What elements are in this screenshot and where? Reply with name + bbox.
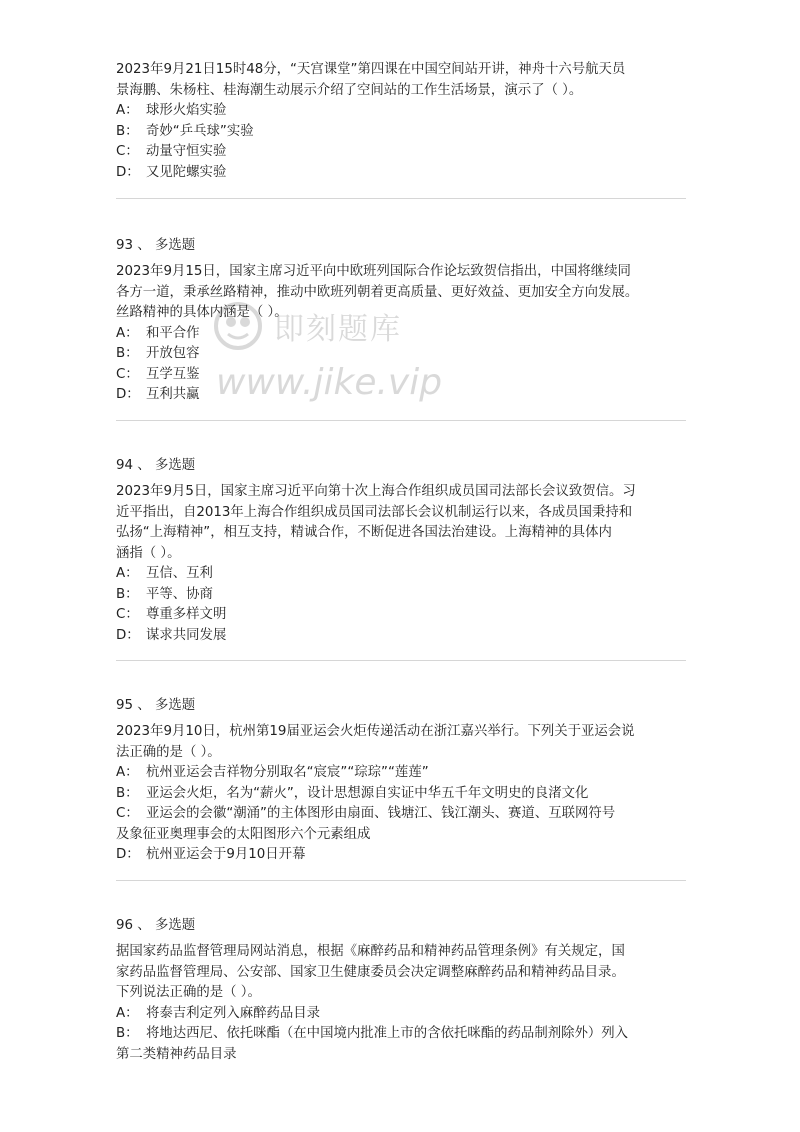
q93-stem-line-3: 丝路精神的具体内涵是（ ）。: [116, 305, 288, 320]
question-92: [116, 60, 686, 183]
question-95: [116, 696, 686, 866]
q96-option-a: A： 将泰吉利定列入麻醉药品目录: [116, 1005, 321, 1021]
q93-option-b: B： 开放包容: [116, 346, 200, 361]
q94-stem-line-1: 2023年9月5日，国家主席习近平向第十次上海合作组织成员国司法部长会议致贺信。习: [116, 484, 636, 499]
q95-option-b: B： 亚运会火炬，名为“薪火”，设计思想源自实证中华五千年文明史的良渚文化: [116, 785, 589, 801]
q94-option-c: C： 尊重多样文明: [116, 607, 227, 622]
q96-stem-line-2: 家药品监督管理局、公安部、国家卫生健康委员会决定调整麻醉药品和精神药品目录。: [116, 964, 625, 980]
q96-option-b-continued: 第二类精神药品目录: [116, 1046, 237, 1062]
q95-stem-line-2: 法正确的是（ ）。: [116, 744, 221, 760]
q95-option-c: C： 亚运会的会徽“潮涌”的主体图形由扇面、钱塘江、钱江潮头、赛道、互联网符号: [116, 806, 616, 821]
q93-stem-line-2: 各方一道，秉承丝路精神，推动中欧班列朝着更高质量、更好效益、更加安全方向发展。: [116, 284, 639, 300]
q94-header: 94 、 多选题: [116, 458, 196, 473]
q95-option-a: A： 杭州亚运会吉祥物分别取名“宸宸”“琮琮”“莲莲”: [116, 765, 429, 780]
q92-option-b: B： 奇妙“乒乓球”实验: [116, 123, 254, 139]
question-93: [116, 236, 686, 406]
q96-option-b: B： 将地达西尼、依托咪酯（在中国境内批准上市的含依托咪酯的药品制剂除外）列入: [116, 1026, 629, 1041]
q94-option-a: A： 互信、互利: [116, 566, 213, 581]
watermark-text-url: www.jike.vip: [216, 362, 443, 403]
question-94: [116, 456, 686, 646]
q93-option-a: A： 和平合作: [116, 325, 200, 341]
question-96: [116, 916, 686, 1065]
q93-header: 93 、 多选题: [116, 238, 196, 253]
q93-option-d: D： 互利共赢: [116, 387, 200, 402]
divider: [116, 198, 686, 199]
q93-stem-line-1: 2023年9月15日，国家主席习近平向中欧班列国际合作论坛致贺信指出，中国将继续同: [116, 264, 631, 279]
divider: [116, 420, 686, 421]
q95-stem-line-1: 2023年9月10日，杭州第19届亚运会火炬传递活动在浙江嘉兴举行。下列关于亚运会说: [116, 724, 635, 739]
q94-option-b: B： 平等、协商: [116, 586, 213, 602]
divider: [116, 660, 686, 661]
divider: [116, 880, 686, 881]
q95-option-d: D： 杭州亚运会于9月10日开幕: [116, 847, 306, 862]
q95-header: 95 、 多选题: [116, 698, 196, 713]
watermark-text-cn: 即刻题库: [274, 312, 402, 347]
q96-stem-line-3: 下列说法正确的是（ ）。: [116, 985, 261, 1000]
q95-option-c-continued: 及象征亚奥理事会的太阳图形六个元素组成: [116, 826, 371, 842]
q92-stem-line-1: 2023年9月21日15时48分，“天宫课堂”第四课在中国空间站开讲，神舟十六号航天员: [116, 62, 626, 77]
q96-header: 96 、 多选题: [116, 918, 196, 933]
q94-stem-line-3: 弘扬“上海精神”，相互支持，精诚合作，不断促进各国法治建设。上海精神的具体内: [116, 525, 612, 540]
q93-option-c: C： 互学互鉴: [116, 366, 200, 382]
q92-option-c: C： 动量守恒实验: [116, 144, 227, 159]
q96-stem-line-1: 据国家药品监督管理局网站消息，根据《麻醉药品和精神药品管理条例》有关规定，国: [116, 944, 625, 959]
q92-option-a: A： 球形火焰实验: [116, 103, 227, 118]
q94-option-d: D： 谋求共同发展: [116, 627, 227, 643]
q94-stem-line-2: 近平指出，自2013年上海合作组织成员国司法部长会议机制运行以来，各成员国秉持和: [116, 504, 633, 520]
q94-stem-line-4: 涵指（ ）。: [116, 545, 181, 561]
q92-option-d: D： 又见陀螺实验: [116, 164, 227, 180]
q92-stem-line-2: 景海鹏、朱杨柱、桂海潮生动展示介绍了空间站的工作生活场景，演示了（ ）。: [116, 82, 583, 98]
